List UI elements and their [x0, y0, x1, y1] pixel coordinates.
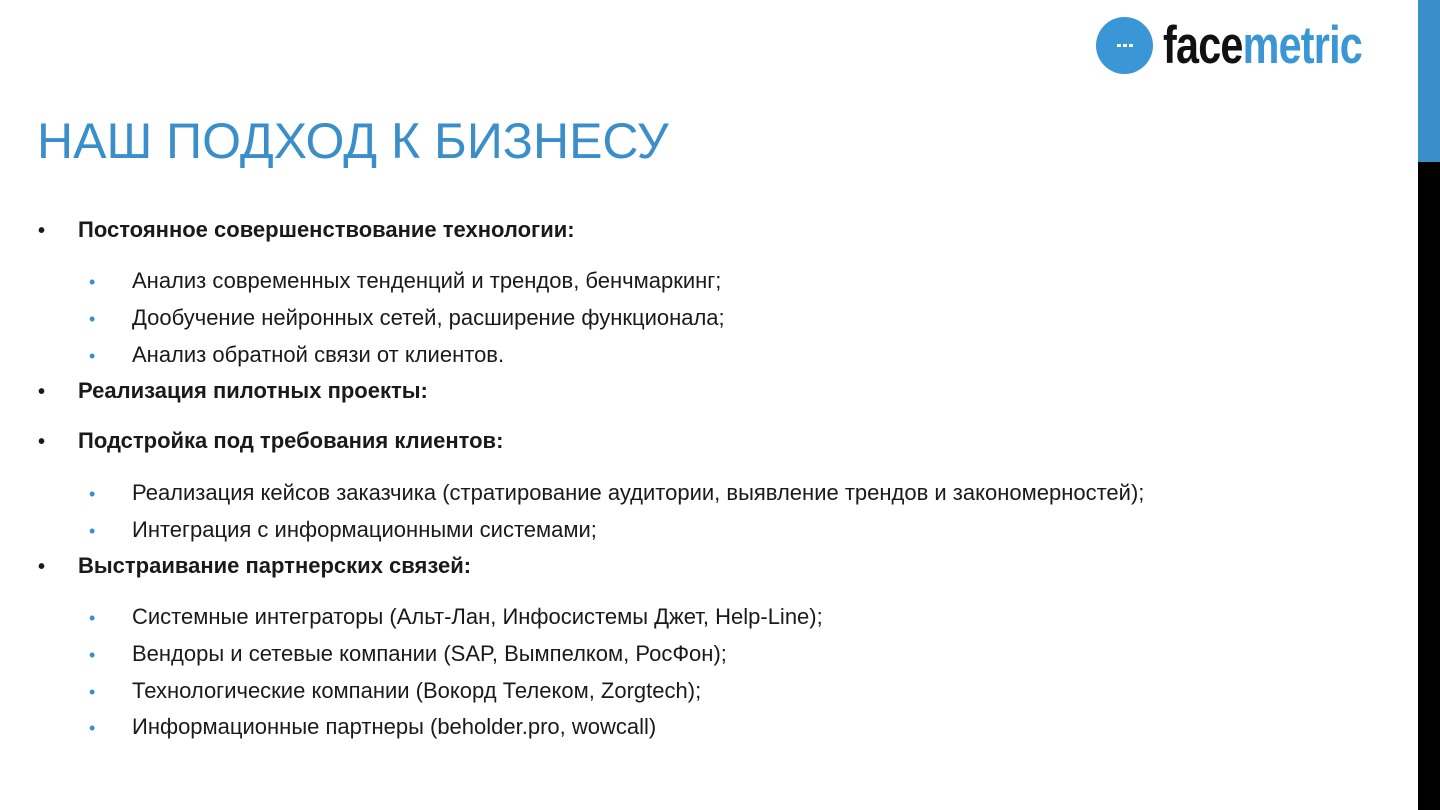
- sub-bullet-text: Анализ обратной связи от клиентов.: [132, 342, 505, 367]
- logo-text-metric: metric: [1242, 15, 1363, 75]
- sub-bullet-item: [89, 268, 721, 294]
- sub-bullet-item: [89, 342, 504, 368]
- sub-bullet-item: [89, 517, 597, 543]
- sub-bullet-dot-icon: •: [89, 718, 96, 738]
- sub-bullet-text: Технологические компании (Вокорд Телеком, Zorgtech);: [132, 678, 702, 703]
- sub-bullet-item: [89, 714, 656, 740]
- bullet-item: [38, 553, 471, 579]
- bullet-item: [38, 428, 503, 454]
- sub-bullet-text: Вендоры и сетевые компании (SAP, Вымпелком, РосФон);: [132, 641, 727, 666]
- bullet-dot-icon: •: [38, 556, 46, 578]
- logo-circle-icon: [1096, 17, 1153, 74]
- sub-bullet-item: [89, 678, 701, 704]
- sub-bullet-dot-icon: •: [89, 346, 96, 366]
- sub-bullet-item: [89, 305, 725, 331]
- bullet-text: Реализация пилотных проекты:: [78, 378, 428, 403]
- bullet-item: [38, 378, 428, 404]
- sub-bullet-item: [89, 604, 823, 630]
- sub-bullet-dot-icon: •: [89, 682, 96, 702]
- sub-bullet-dot-icon: •: [89, 521, 96, 541]
- bullet-dot-icon: •: [38, 220, 46, 242]
- bullet-text: Подстройка под требования клиентов:: [78, 428, 504, 453]
- slide-title: НАШ ПОДХОД К БИЗНЕСУ: [37, 113, 669, 169]
- sub-bullet-text: Дообучение нейронных сетей, расширение функционала;: [132, 305, 725, 330]
- sub-bullet-dot-icon: •: [89, 645, 96, 665]
- facemetric-logo: [1096, 15, 1418, 75]
- sub-bullet-text: Системные интеграторы (Альт-Лан, Инфосистемы Джет, Help-Line);: [132, 604, 823, 629]
- sub-bullet-text: Анализ современных тенденций и трендов, бенчмаркинг;: [132, 268, 722, 293]
- sub-bullet-dot-icon: •: [89, 484, 96, 504]
- bullet-text: Постоянное совершенствование технологии:: [78, 217, 575, 242]
- sub-bullet-dot-icon: •: [89, 608, 96, 628]
- sub-bullet-text: Интеграция с информационными системами;: [132, 517, 597, 542]
- sub-bullet-dot-icon: •: [89, 272, 96, 292]
- side-bar: [1418, 0, 1440, 810]
- sub-bullet-dot-icon: •: [89, 309, 96, 329]
- bullet-text: Выстраивание партнерских связей:: [78, 553, 472, 578]
- bullet-dot-icon: •: [38, 381, 46, 403]
- bullet-item: [38, 217, 575, 243]
- sub-bullet-item: [89, 641, 727, 667]
- bullet-dot-icon: •: [38, 431, 46, 453]
- logo-text-face: face: [1163, 15, 1243, 75]
- sub-bullet-text: Реализация кейсов заказчика (стратирование аудитории, выявление трендов и закономерностей);: [132, 480, 1145, 505]
- sub-bullet-text: Информационные партнеры (beholder.pro, wowcall): [132, 714, 657, 739]
- side-bar-accent: [1418, 0, 1440, 162]
- sub-bullet-item: [89, 480, 1144, 506]
- logo-wordmark: [1163, 15, 1363, 75]
